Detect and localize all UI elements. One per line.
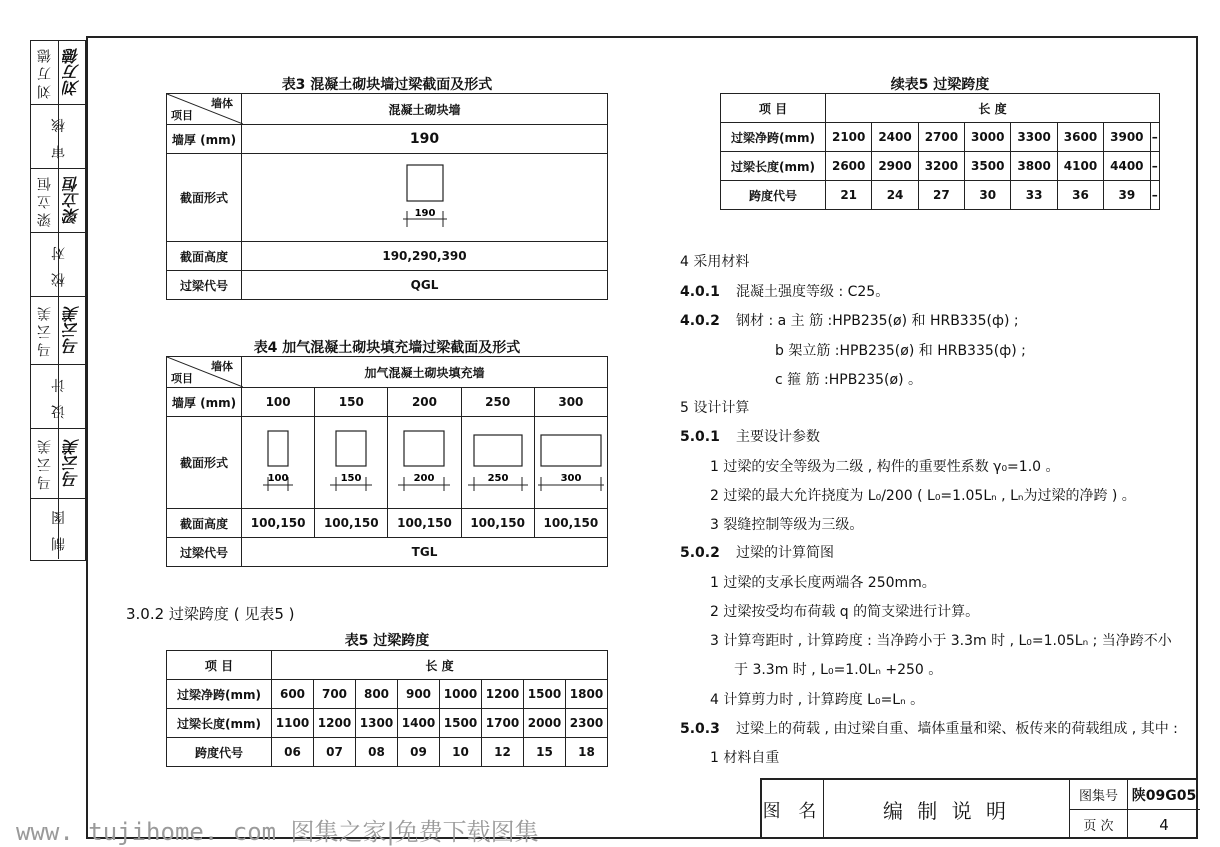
section-diagram xyxy=(461,417,534,509)
signature: 刘万德 xyxy=(62,48,82,97)
svg-text:250: 250 xyxy=(487,473,509,484)
table5b: 项 目 长 度 过梁净跨(mm) 2100 2400 2700 3000 3300 3600 3900 – 过梁长度(mm) 2600 2900 3200 3500 3800 4100 4400 – 跨度代号 21 24 27 30 33 36 39 – xyxy=(720,93,1160,210)
sig-cell: 刘万德 刘万德 xyxy=(31,41,85,105)
table3-header: 混凝土砌块墙 xyxy=(242,94,608,125)
table4-caption: 表4 加气混凝土砌块填充墙过梁截面及形式 xyxy=(253,340,521,356)
sig-cell: 马云美 马云美 xyxy=(31,297,85,365)
section-diagram xyxy=(242,154,608,242)
section-shape xyxy=(243,421,313,501)
drawing-title: 编 制 说 明 xyxy=(824,780,1070,839)
section-diagram xyxy=(388,417,461,509)
clause-402c: c 箍 筋 :HPB235(ø) 。 xyxy=(775,372,922,388)
section-shape xyxy=(395,161,455,231)
section-shape xyxy=(316,421,386,501)
sig-cell: 设 计 xyxy=(31,365,85,429)
svg-text:150: 150 xyxy=(340,473,362,484)
clause-502-4: 4 计算剪力时 , 计算跨度 L₀=Lₙ 。 xyxy=(710,692,925,708)
section-diagram xyxy=(315,417,388,509)
section-shape xyxy=(389,421,459,501)
sig-cell: 梁立恒 梁立恒 xyxy=(31,169,85,233)
sig-cell: 制 图 xyxy=(31,499,85,559)
clause-501-2: 2 过梁的最大允许挠度为 L₀/200 ( L₀=1.05Lₙ , Lₙ为过梁的净跨 ) 。 xyxy=(710,488,1136,504)
clause-501-1: 1 过梁的安全等级为二级 , 构件的重要性系数 γ₀=1.0 。 xyxy=(710,459,1060,475)
table3: 墙体 项目 混凝土砌块墙 墙厚 (mm) 190 截面形式 190 截面高度 190,290,390 过梁代号 QGL xyxy=(166,93,608,300)
signature-column xyxy=(30,40,86,561)
page-label: 页 次 xyxy=(1070,810,1128,839)
corner-cell: 墙体 项目 xyxy=(167,357,242,388)
title-name-label: 图 名 xyxy=(762,780,824,839)
table4: 墙体 项目 加气混凝土砌块填充墙 墙厚 (mm) 100 150 200 250 300 截面形式 100 150 200 250 300 截面高度 100,150 100,150 100,150 100,150 100,150 过梁代号 TGL xyxy=(166,356,608,567)
dim-label: 190 xyxy=(414,208,435,219)
clause-502-2: 2 过梁按受均布荷载 q 的简支梁进行计算。 xyxy=(710,604,980,620)
clause-402: 4.0.2 钢材 : a 主 筋 :HPB235(ø) 和 HRB335(ф) ; xyxy=(680,313,1019,329)
section-shape xyxy=(463,421,533,501)
page-number: 4 xyxy=(1159,815,1169,834)
title-block xyxy=(760,778,1198,839)
section-shape xyxy=(536,421,606,501)
watermark: www. tujihome. com 图集之家|免费下载图集 xyxy=(16,818,539,846)
clause-501: 5.0.1 主要设计参数 xyxy=(680,429,820,445)
clause-502-1: 1 过梁的支承长度两端各 250mm。 xyxy=(710,575,936,591)
section-diagram xyxy=(534,417,607,509)
heading-4: 4 采用材料 xyxy=(680,254,750,270)
sig-cell: 校 对 xyxy=(31,233,85,297)
corner-cell: 墙体 项目 xyxy=(167,94,242,125)
clause-501-3: 3 裂缝控制等级为三级。 xyxy=(710,517,864,533)
clause-502: 5.0.2 过梁的计算简图 xyxy=(680,545,834,561)
atlas-label: 图集号 xyxy=(1070,780,1128,810)
table5b-caption: 续表5 过梁跨度 xyxy=(890,77,990,93)
sig-cell: 马云美 马云美 xyxy=(31,429,85,499)
clause-502-3: 3 计算弯距时 , 计算跨度 : 当净跨小于 3.3m 时 , L₀=1.05Lₙ ; 当净跨不小 xyxy=(710,633,1172,649)
signature: 马云美 xyxy=(62,306,82,355)
section-302: 3.0.2 过梁跨度 ( 见表5 ) xyxy=(126,605,295,623)
table5: 项 目 长 度 过梁净跨(mm) 600 700 800 900 1000 1200 1500 1800 过梁长度(mm) 1100 1200 1300 1400 1500 1700 2000 2300 跨度代号 06 07 08 09 10 12 15 18 xyxy=(166,650,608,767)
clause-503-1: 1 材料自重 xyxy=(710,750,780,766)
svg-text:200: 200 xyxy=(414,473,435,484)
svg-text:300: 300 xyxy=(560,473,582,484)
clause-503: 5.0.3 过梁上的荷载 , 由过梁自重、墙体重量和梁、板传来的荷载组成 , 其中 : xyxy=(680,721,1178,737)
clause-502-3b: 于 3.3m 时 , L₀=1.0Lₙ +250 。 xyxy=(734,662,943,678)
svg-text:100: 100 xyxy=(267,473,289,484)
signature: 马云美 xyxy=(62,439,82,488)
clause-401: 4.0.1 混凝土强度等级 : C25。 xyxy=(680,284,890,300)
sig-cell: 审 核 xyxy=(31,105,85,169)
table4-header: 加气混凝土砌块填充墙 xyxy=(242,357,608,388)
heading-5: 5 设计计算 xyxy=(680,400,750,416)
table5-caption: 表5 过梁跨度 xyxy=(344,633,430,649)
clause-402b: b 架立筋 :HPB235(ø) 和 HRB335(ф) ; xyxy=(775,343,1026,359)
table3-caption: 表3 混凝土砌块墙过梁截面及形式 xyxy=(281,77,493,93)
section-diagram xyxy=(242,417,315,509)
signature: 梁立恒 xyxy=(62,176,82,225)
atlas-number: 陕09G05 xyxy=(1128,780,1200,810)
